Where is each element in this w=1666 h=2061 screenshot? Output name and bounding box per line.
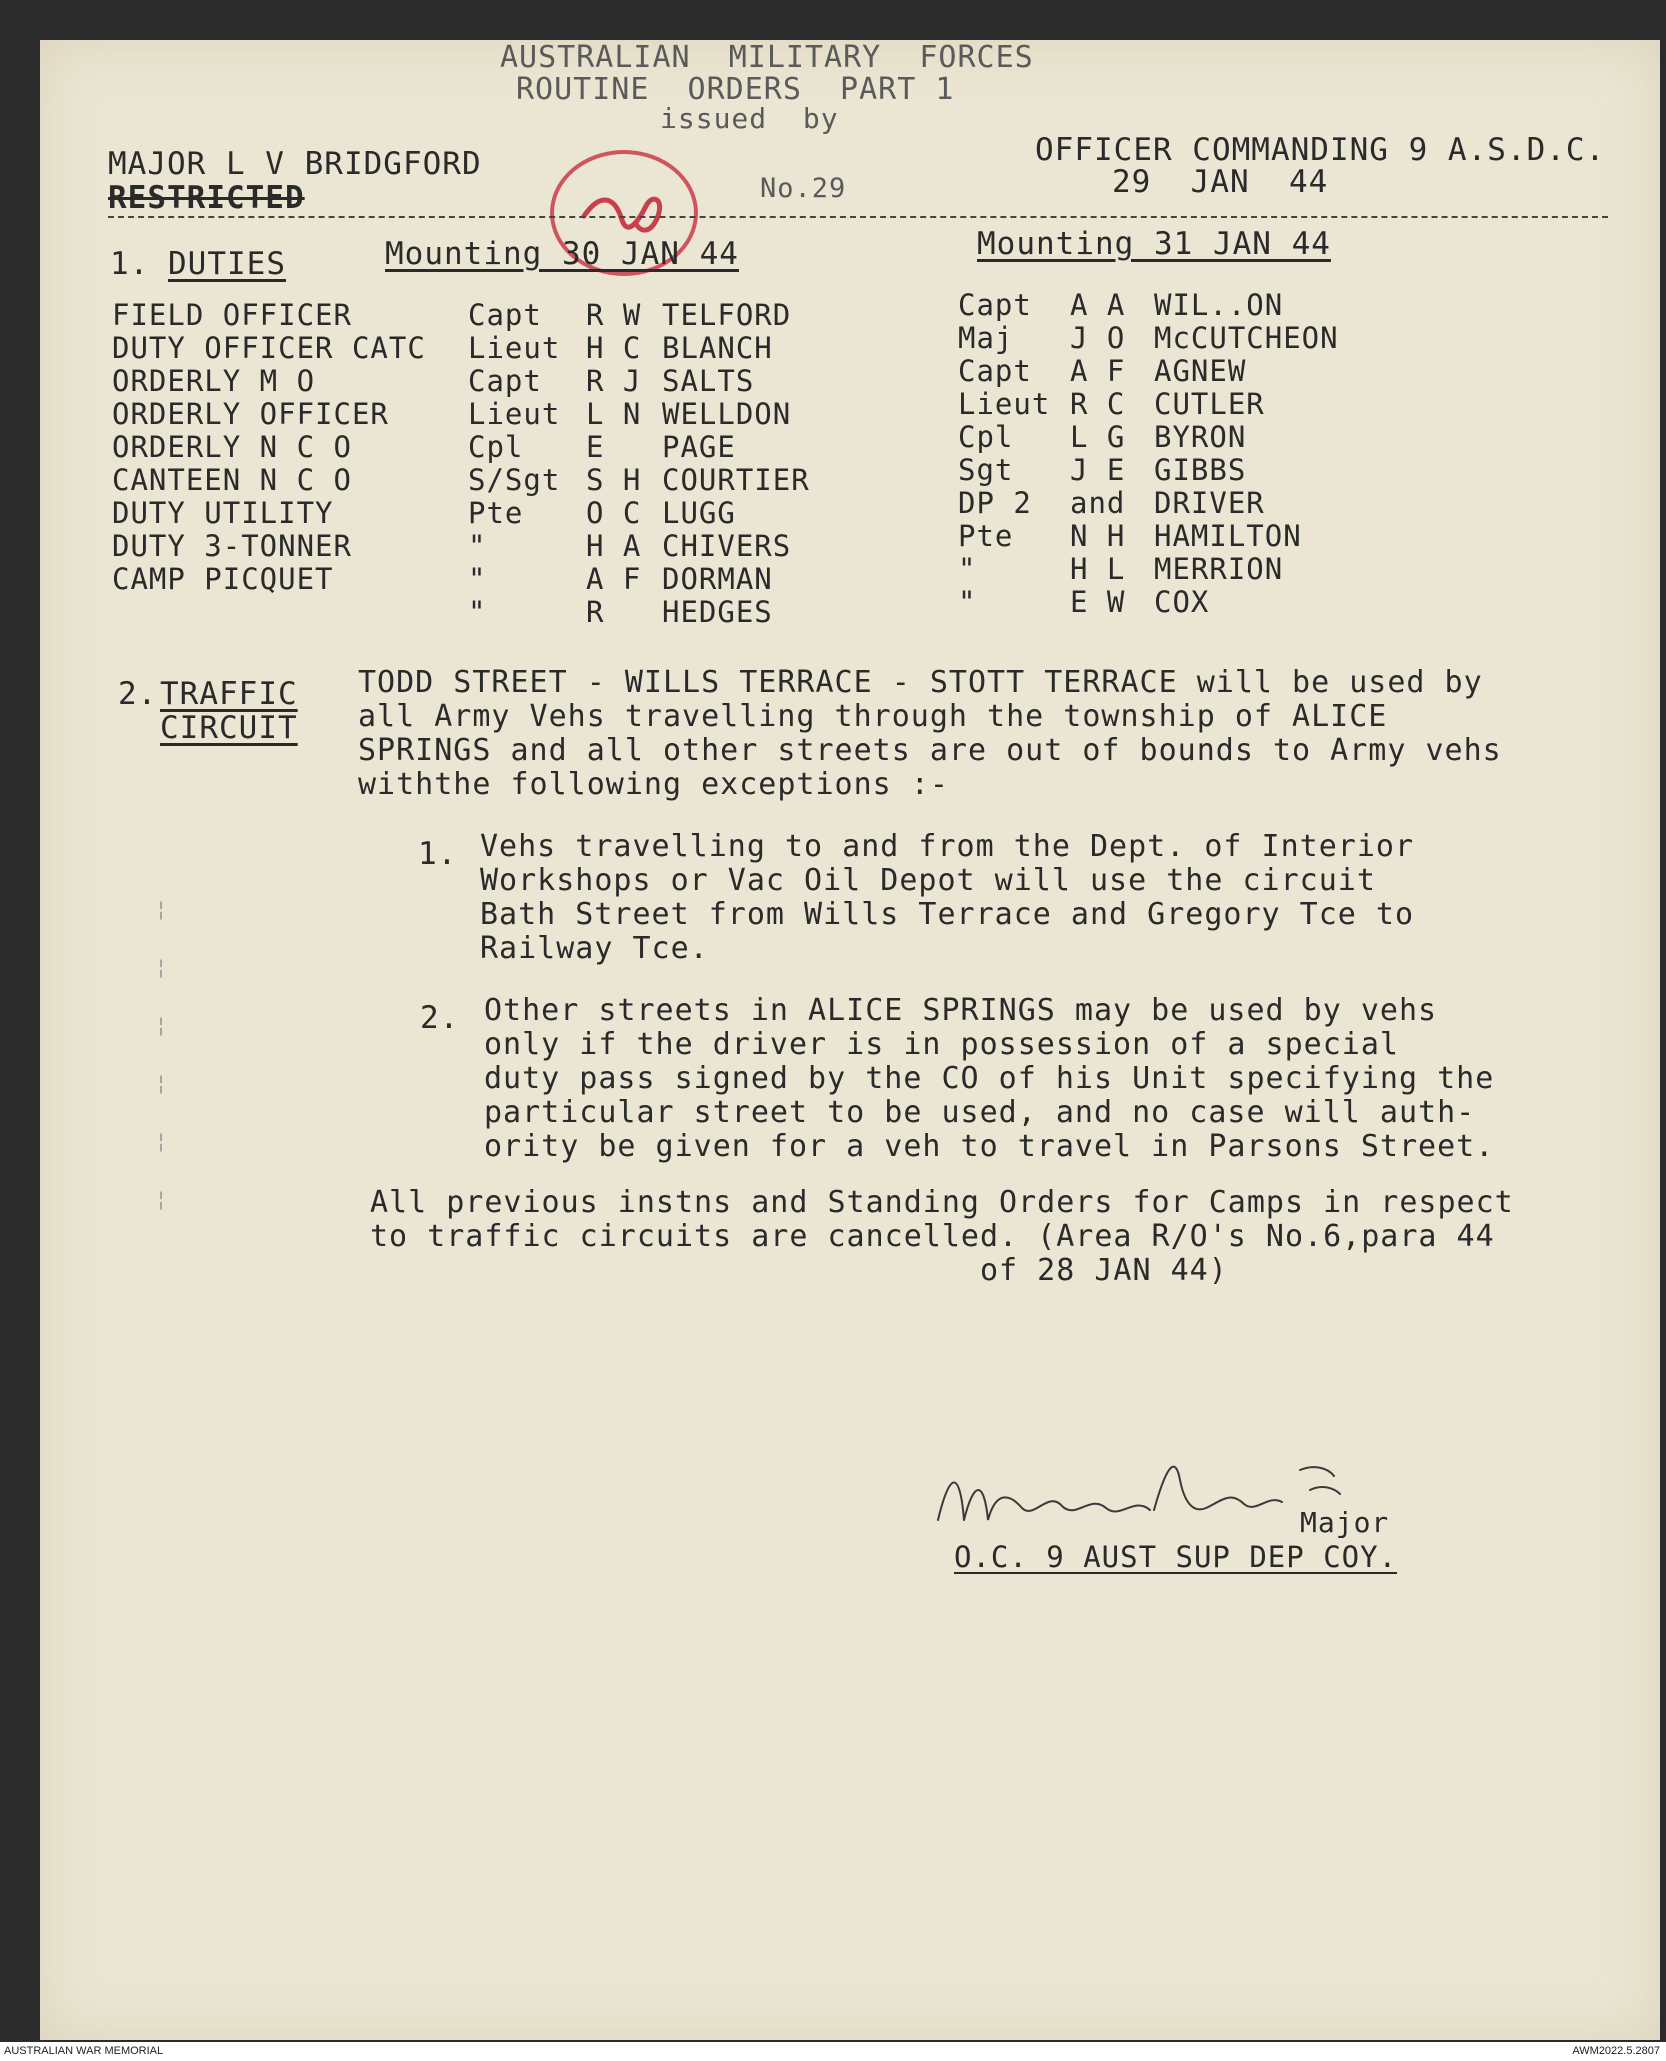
margin-marks: ¦ ¦ ¦ ¦ ¦ ¦ — [155, 897, 168, 1211]
duty-cell-i1: A F — [586, 562, 642, 596]
duty-cell-n2: AGNEW — [1154, 354, 1247, 388]
mounting-31-heading: Mounting 31 JAN 44 — [977, 226, 1331, 262]
duty-cell-r2: Maj — [958, 321, 1014, 355]
duty-cell-r2: Capt — [958, 354, 1032, 388]
issuer-right: OFFICER COMMANDING 9 A.S.D.C. — [1035, 132, 1606, 168]
duty-cell-i1: L N — [586, 397, 642, 431]
duty-cell-i1: H C — [586, 331, 642, 365]
duty-cell-duty: ORDERLY M O — [112, 364, 316, 398]
duty-cell-r1: Pte — [468, 496, 524, 530]
duty-cell-i1: R J — [586, 364, 642, 398]
closing-paragraph: All previous instns and Standing Orders for Camps in respect to traffic circuits are cancelled. (Area R/O's No.6,para 44 of 28 JAN 44) — [370, 1185, 1514, 1288]
exception-2-number: 2. — [420, 1000, 460, 1036]
duties-number: 1. — [110, 246, 150, 282]
duty-cell-r2: " — [958, 585, 977, 619]
duty-cell-i2: J E — [1070, 453, 1126, 487]
footer-credit: AUSTRALIAN WAR MEMORIAL — [4, 2045, 164, 2057]
duty-cell-r2: DP 2 — [958, 486, 1032, 520]
signature-block — [930, 1450, 1398, 1574]
duty-cell-i2: and — [1070, 486, 1126, 520]
duty-cell-r2: Sgt — [958, 453, 1014, 487]
exception-1-text: Vehs travelling to and from the Dept. of Interior Workshops or Vac Oil Depot will use the circuit Bath Street from Wills Terrace and Gregory Tce to Railway Tce. — [480, 829, 1415, 966]
duty-cell-duty: ORDERLY OFFICER — [112, 397, 389, 431]
duty-cell-i2: R C — [1070, 387, 1126, 421]
duty-cell-duty: ORDERLY N C O — [112, 430, 352, 464]
duty-cell-r2: " — [958, 552, 977, 586]
duty-cell-i2: L G — [1070, 420, 1126, 454]
header-divider — [108, 216, 1608, 218]
duty-cell-r1: " — [468, 562, 487, 596]
duty-cell-i1: E — [586, 430, 605, 464]
duty-cell-duty: CAMP PICQUET — [112, 562, 334, 596]
duty-cell-r1: S/Sgt — [468, 463, 561, 497]
duty-cell-r1: Lieut — [468, 397, 561, 431]
duty-cell-r1: " — [468, 529, 487, 563]
duty-cell-n1: CHIVERS — [662, 529, 792, 563]
duty-cell-i1: R — [586, 595, 605, 629]
duty-cell-r2: Lieut — [958, 387, 1051, 421]
duty-cell-duty: CANTEEN N C O — [112, 463, 352, 497]
footer-accession: AWM2022.5.2807 — [1572, 2045, 1660, 2057]
duty-cell-duty: FIELD OFFICER — [112, 298, 352, 332]
traffic-heading-line2: CIRCUIT — [160, 710, 298, 746]
duty-cell-n2: WIL..ON — [1154, 288, 1284, 322]
order-date: 29 JAN 44 — [1112, 164, 1329, 200]
duty-cell-n1: WELLDON — [662, 397, 792, 431]
traffic-number: 2. — [118, 676, 158, 712]
exception-2-text: Other streets in ALICE SPRINGS may be used by vehs only if the driver is in possession of a special duty pass signed by the CO of his Unit specifying the particular street to be used, and no case will auth- ority be given for a veh to travel in Parsons Street. — [484, 993, 1495, 1164]
duty-cell-n2: GIBBS — [1154, 453, 1247, 487]
order-number: No.29 — [760, 173, 847, 204]
duty-cell-n1: COURTIER — [662, 463, 810, 497]
duty-cell-n1: HEDGES — [662, 595, 773, 629]
duty-cell-n1: SALTS — [662, 364, 755, 398]
duties-heading: DUTIES — [168, 246, 286, 282]
duty-cell-i2: J O — [1070, 321, 1126, 355]
duty-cell-n2: CUTLER — [1154, 387, 1265, 421]
duty-cell-i1: R W — [586, 298, 642, 332]
duty-cell-r2: Capt — [958, 288, 1032, 322]
header-title: AUSTRALIAN MILITARY FORCES — [500, 40, 1034, 75]
duty-cell-n1: PAGE — [662, 430, 736, 464]
signature-unit: O.C. 9 AUST SUP DEP COY. — [954, 1540, 1398, 1574]
duty-cell-n1: LUGG — [662, 496, 736, 530]
classification: RESTRICTED — [108, 180, 305, 216]
duty-cell-n1: BLANCH — [662, 331, 773, 365]
duty-cell-n1: TELFORD — [662, 298, 792, 332]
duty-cell-i2: H L — [1070, 552, 1126, 586]
duty-cell-i2: A A — [1070, 288, 1126, 322]
signature-rank: Major — [1300, 1506, 1390, 1539]
traffic-heading-line1: TRAFFIC — [160, 676, 298, 712]
duty-cell-duty: DUTY UTILITY — [112, 496, 334, 530]
duty-cell-i2: N H — [1070, 519, 1126, 553]
duty-cell-n2: BYRON — [1154, 420, 1247, 454]
traffic-intro: TODD STREET - WILLS TERRACE - STOTT TERRACE will be used by all Army Vehs travelling through the township of ALICE SPRINGS and all other streets are out of bounds to Army vehs withthe following exceptions :- — [358, 665, 1502, 802]
duty-cell-n2: HAMILTON — [1154, 519, 1302, 553]
duty-cell-r1: Capt — [468, 364, 542, 398]
duty-cell-n2: DRIVER — [1154, 486, 1265, 520]
duty-cell-r2: Pte — [958, 519, 1014, 553]
duty-cell-n2: MERRION — [1154, 552, 1284, 586]
footer-strip — [0, 2042, 1666, 2061]
header-issued-by: issued by — [660, 102, 839, 135]
issuer-left: MAJOR L V BRIDGFORD — [108, 146, 482, 182]
duty-cell-n2: McCUTCHEON — [1154, 321, 1339, 355]
duty-cell-n1: DORMAN — [662, 562, 773, 596]
document-page — [40, 40, 1660, 2040]
duty-cell-i1: S H — [586, 463, 642, 497]
duty-cell-i2: A F — [1070, 354, 1126, 388]
mounting-30-heading: Mounting 30 JAN 44 — [385, 236, 739, 272]
duty-cell-i2: E W — [1070, 585, 1126, 619]
duty-cell-duty: DUTY 3-TONNER — [112, 529, 352, 563]
duty-cell-r2: Cpl — [958, 420, 1014, 454]
duty-cell-i1: O C — [586, 496, 642, 530]
duty-cell-r1: " — [468, 595, 487, 629]
duty-cell-i1: H A — [586, 529, 642, 563]
duty-cell-n2: COX — [1154, 585, 1210, 619]
duty-cell-r1: Cpl — [468, 430, 524, 464]
duty-cell-r1: Capt — [468, 298, 542, 332]
header-subtitle: ROUTINE ORDERS PART 1 — [516, 72, 955, 107]
exception-1-number: 1. — [418, 836, 458, 872]
duty-cell-duty: DUTY OFFICER CATC — [112, 331, 426, 365]
duty-cell-r1: Lieut — [468, 331, 561, 365]
